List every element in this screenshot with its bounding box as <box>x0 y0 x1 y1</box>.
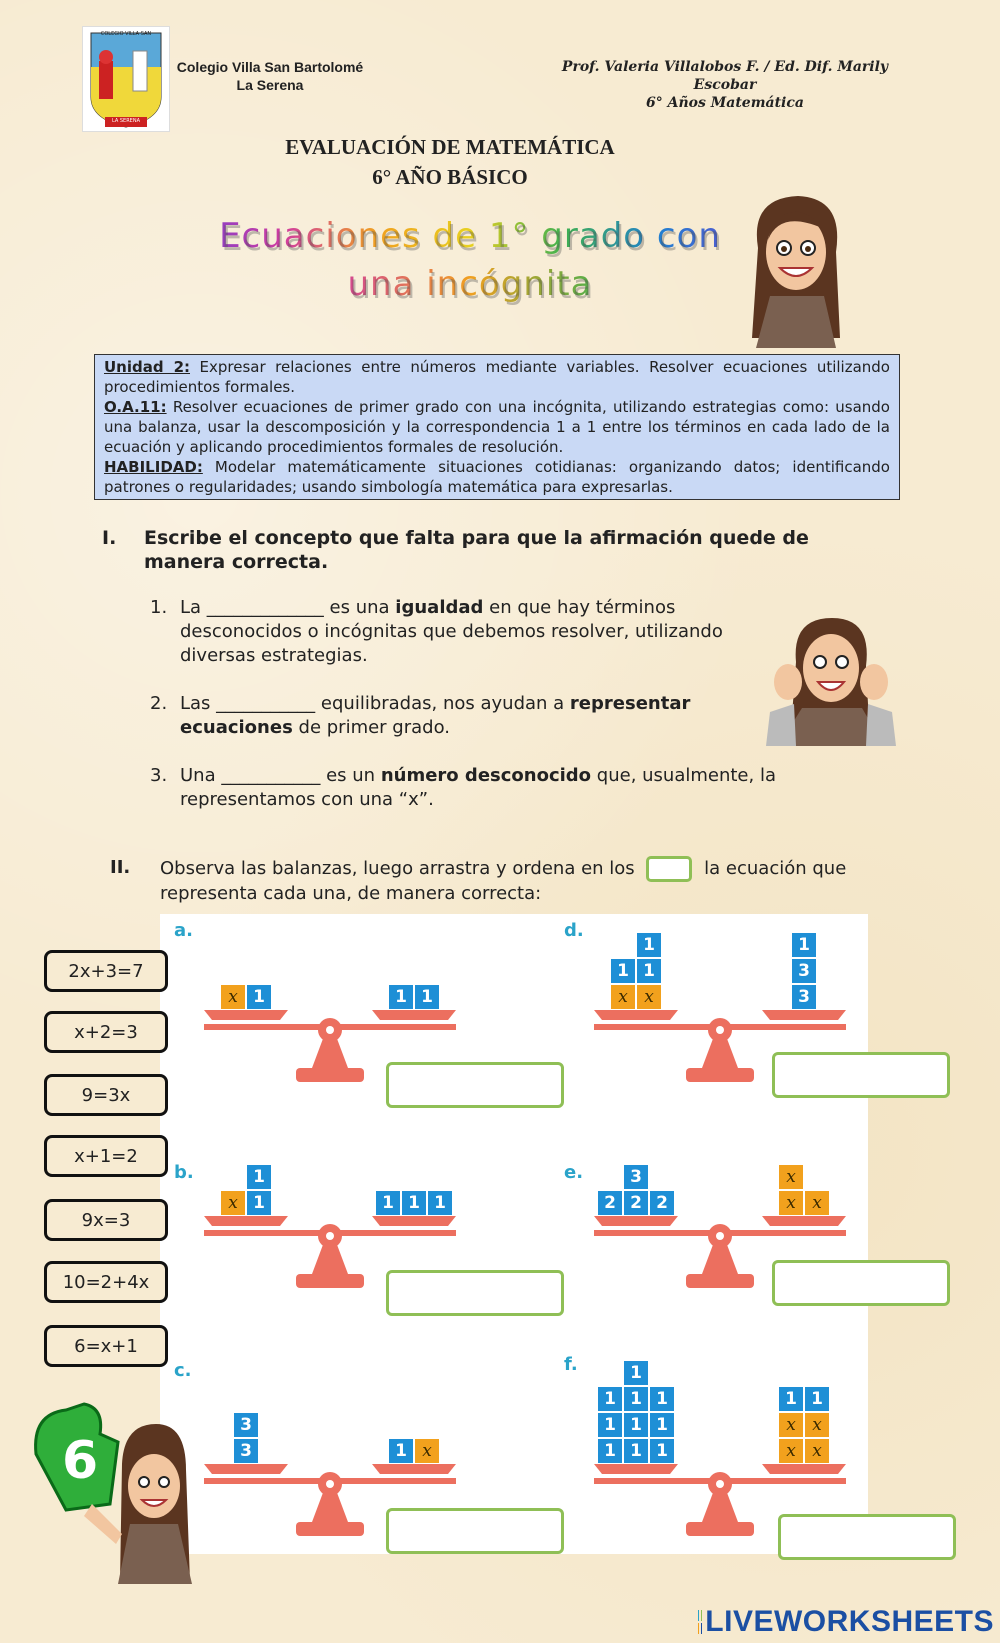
unit-block: 1 <box>427 1190 453 1216</box>
school-name: Colegio Villa San Bartolomé La Serena <box>176 59 364 93</box>
x-block: x <box>636 984 662 1010</box>
unit-block: 1 <box>246 1190 272 1216</box>
unit-block: 1 <box>623 1360 649 1386</box>
exercise-label-b: b. <box>174 1162 194 1183</box>
exercise-label-e: e. <box>564 1162 584 1183</box>
unit-block: 1 <box>246 1164 272 1190</box>
unit-block: 2 <box>623 1190 649 1216</box>
logo-top-text: COLEGIO VILLA SAN <box>100 31 152 37</box>
exercise-label-d: d. <box>564 920 584 941</box>
unit-block: 1 <box>636 932 662 958</box>
liveworksheets-logo <box>698 1604 994 1640</box>
unit-block: 3 <box>791 984 817 1010</box>
x-block: x <box>414 1438 440 1464</box>
answer-drop-box-b[interactable] <box>386 1270 564 1316</box>
blank-1[interactable]: _____________ <box>206 597 324 618</box>
x-block: x <box>804 1412 830 1438</box>
unit-block: 1 <box>649 1438 675 1464</box>
unit-block: 1 <box>246 984 272 1010</box>
unit-block: 1 <box>778 1386 804 1412</box>
school-logo <box>82 26 170 132</box>
unit-block: 1 <box>375 1190 401 1216</box>
unit-block: 1 <box>649 1412 675 1438</box>
teacher-names: Prof. Valeria Villalobos F. / Ed. Dif. Marily Escobar 6° Años Matemática <box>561 59 889 111</box>
skill-objective: HABILIDAD: Modelar matemáticamente situaciones cotidianas: organizando datos; identificando patrones o regularidades; usando simbología matemática para expresarlas. <box>104 458 890 496</box>
topic-title-line1: Ecuaciones de 1° grado con <box>190 216 750 256</box>
fill-item-3: 3. Una ___________ es un número desconocido que, usualmente, la representamos con una “x”. <box>150 765 776 810</box>
x-block: x <box>220 984 246 1010</box>
x-block: x <box>804 1438 830 1464</box>
x-block: x <box>778 1412 804 1438</box>
unit-block: 1 <box>597 1386 623 1412</box>
equation-card[interactable]: 6=x+1 <box>44 1325 168 1367</box>
exercise-label-f: f. <box>564 1354 578 1375</box>
x-block: x <box>778 1164 804 1190</box>
equation-card[interactable]: x+2=3 <box>44 1011 168 1053</box>
answer-drop-box-f[interactable] <box>778 1514 956 1560</box>
unit-block: 1 <box>804 1386 830 1412</box>
exercise-label-c: c. <box>174 1360 192 1381</box>
unit-block: 3 <box>623 1164 649 1190</box>
liveworksheets-brand: LIVEWORKSHEETS <box>705 1605 994 1638</box>
oa-objective: O.A.11: Resolver ecuaciones de primer grado con una incógnita, utilizando estrategias como: usando una balanza, usar la descomposición y la correspondencia 1 a 1 entre los términos en cada lado de la ecuación y aplicando procedimientos formales de resolución. <box>104 398 890 456</box>
unit-block: 3 <box>233 1438 259 1464</box>
unit-block: 1 <box>636 958 662 984</box>
equation-card[interactable]: 9=3x <box>44 1074 168 1116</box>
unit-block: 3 <box>233 1412 259 1438</box>
topic-title <box>190 216 750 304</box>
equation-card[interactable]: 9x=3 <box>44 1199 168 1241</box>
blank-3[interactable]: ___________ <box>221 765 321 786</box>
teacher-avatar-icon <box>740 188 850 348</box>
equation-card[interactable]: 10=2+4x <box>44 1261 168 1303</box>
unit-block: 1 <box>791 932 817 958</box>
unit-block: 1 <box>388 984 414 1010</box>
liveworksheets-logo-icon <box>698 1610 701 1634</box>
unit-block: 1 <box>623 1438 649 1464</box>
x-block: x <box>778 1438 804 1464</box>
blank-2[interactable]: ___________ <box>216 693 316 714</box>
section-1-heading: I. Escribe el concepto que falta para que la afirmación quede de manera correcta. <box>102 527 809 573</box>
unit-objective: Unidad 2: Expresar relaciones entre números mediante variables. Resolver ecuaciones utilizando procedimientos formales. <box>104 358 890 396</box>
exam-title: EVALUACIÓN DE MATEMÁTICA 6° AÑO BÁSICO <box>285 135 615 189</box>
x-block: x <box>220 1190 246 1216</box>
unit-block: 1 <box>610 958 636 984</box>
unit-block: 1 <box>623 1386 649 1412</box>
svg-text:6: 6 <box>62 1431 99 1491</box>
unit-block: 1 <box>623 1412 649 1438</box>
unit-block: 2 <box>597 1190 623 1216</box>
answer-drop-box-d[interactable] <box>772 1052 950 1098</box>
unit-block: 1 <box>597 1412 623 1438</box>
topic-title-line2: una incógnita <box>190 264 750 304</box>
exercise-label-a: a. <box>174 920 193 941</box>
teacher-foam-finger-icon <box>26 1394 206 1584</box>
unit-block: 1 <box>388 1438 414 1464</box>
unit-block: 1 <box>414 984 440 1010</box>
answer-drop-box-c[interactable] <box>386 1508 564 1554</box>
fill-item-1: 1. La _____________ es una igualdad en que hay términos desconocidos o incógnitas que debemos resolver, utilizando diversas estrategias. <box>150 597 723 666</box>
teacher-avatar-waving-icon <box>766 612 896 746</box>
unit-block: 1 <box>649 1386 675 1412</box>
unit-block: 1 <box>401 1190 427 1216</box>
x-block: x <box>778 1190 804 1216</box>
unit-block: 1 <box>597 1438 623 1464</box>
logo-bottom-text: LA SERENA <box>111 118 141 124</box>
equation-card[interactable]: 2x+3=7 <box>44 950 168 992</box>
objectives-box <box>94 354 900 500</box>
unit-block: 2 <box>649 1190 675 1216</box>
x-block: x <box>804 1190 830 1216</box>
answer-drop-box-a[interactable] <box>386 1062 564 1108</box>
fill-item-2: 2. Las ___________ equilibradas, nos ayudan a representar ecuaciones de primer grado. <box>150 693 691 738</box>
equation-card[interactable]: x+1=2 <box>44 1135 168 1177</box>
x-block: x <box>610 984 636 1010</box>
answer-drop-box-e[interactable] <box>772 1260 950 1306</box>
answer-box-sample <box>646 856 692 882</box>
section-2-heading: II. Observa las balanzas, luego arrastra y ordena en los la ecuación que representa cada una, de manera correcta: <box>110 857 847 904</box>
unit-block: 3 <box>791 958 817 984</box>
